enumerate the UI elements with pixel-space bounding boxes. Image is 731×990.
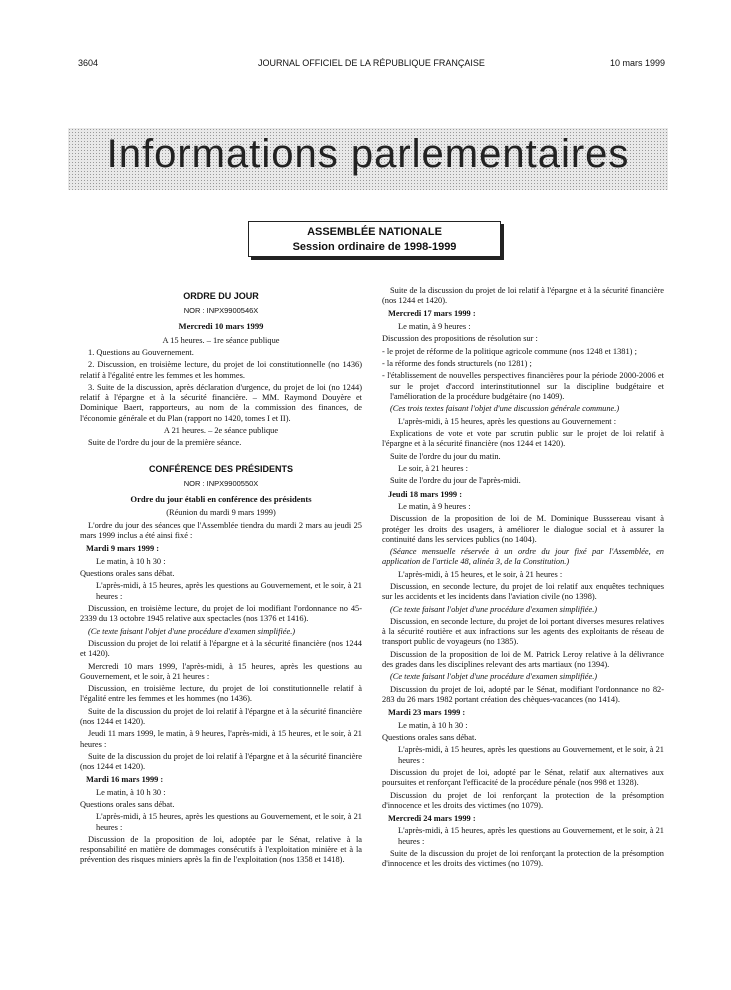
ordre-suite: Suite de l'ordre du jour de la première séance. <box>88 438 242 448</box>
section-banner <box>68 128 668 190</box>
page-number: 3604 <box>78 58 99 68</box>
item-1: 1. Questions au Gouvernement. <box>88 348 194 357</box>
page-header <box>78 58 665 72</box>
day-heading: Mardi 23 mars 1999 : <box>388 708 466 718</box>
agenda-item: Discussion du projet de loi renforçant la protection de la présomption d'innocence et les droits des victimes (no 1079). <box>382 790 664 810</box>
agenda-note: (Ce texte faisant l'objet d'une procédure d'examen simplifiée.) <box>88 626 296 636</box>
agenda-item: Questions orales sans débat. <box>80 568 175 578</box>
issue-date: 10 mars 1999 <box>609 58 665 68</box>
item-3: 3. Suite de la discussion, après déclaration d'urgence, du projet de loi (no 1244) relatif à l'épargne et à la sécurité financière. – MM. Raymond Douyère et Dominique Baert, rapporteurs, au nom de la commission des finances, de l'économie générale et du Plan (rapport no 1420, tomes I et II). <box>80 382 362 423</box>
conf-title: CONFÉRENCE DES PRÉSIDENTS <box>148 463 294 474</box>
time-slot: L'après-midi, à 15 heures, après les questions au Gouvernement : <box>398 416 617 426</box>
ordre-ref: NOR : INPX9900546X <box>183 306 259 316</box>
agenda-item: Discussion du projet de loi, adopté par le Sénat, modifiant l'ordonnance no 82-283 du 26 mars 1982 portant création des chèques-vacances (no 1414). <box>382 684 664 705</box>
day-heading: Mardi 9 mars 1999 : <box>86 544 160 554</box>
agenda-item: Jeudi 11 mars 1999, le matin, à 9 heures, l'après-midi, à 15 heures, et le soir, à 21 heures : <box>80 729 362 749</box>
time-slot: Le matin, à 10 h 30 : <box>96 556 166 566</box>
agenda-item: Suite de la discussion du projet de loi relatif à l'épargne et à la sécurité financière (nos 1244 et 1420). <box>382 286 664 306</box>
agenda-item: Suite de l'ordre du jour de l'après-midi. <box>390 476 521 486</box>
item-2: 2. Discussion, en troisième lecture, du projet de loi constitutionnelle (no 1436) relatif à l'égalité entre les femmes et les hommes. <box>80 360 362 380</box>
time-slot: L'après-midi, à 15 heures, après les questions au Gouvernement, et le soir, à 21 heures : <box>96 581 362 601</box>
assembly-name: ASSEMBLÉE NATIONALE <box>307 226 442 238</box>
banner-title: Informations parlementaires <box>106 132 630 176</box>
day-heading: Jeudi 18 mars 1999 : <box>388 489 462 499</box>
day-heading: Mercredi 24 mars 1999 : <box>388 814 476 824</box>
time-slot: L'après-midi, à 15 heures, et le soir, à 21 heures : <box>398 569 563 579</box>
time-slot: L'après-midi, à 15 heures, après les questions au Gouvernement, et le soir, à 21 heures : <box>398 826 664 846</box>
agenda-note: (Ce texte faisant l'objet d'une procédure d'examen simplifiée.) <box>390 604 598 614</box>
conf-reunion: (Réunion du mardi 9 mars 1999) <box>166 508 276 518</box>
time-slot: Le soir, à 21 heures : <box>398 463 468 473</box>
time-slot: Le matin, à 10 h 30 : <box>398 720 468 730</box>
time-slot: L'après-midi, à 15 heures, après les questions au Gouvernement, et le soir, à 21 heures : <box>96 812 362 832</box>
agenda-item: Discussion, en troisième lecture, du projet de loi constitutionnelle relatif à l'égalité entre les femmes et les hommes (no 1436). <box>80 684 362 704</box>
conf-ref: NOR : INPX9900550X <box>183 478 259 488</box>
agenda-item: Discussion, en troisième lecture, du projet de loi modifiant l'ordonnance no 45-2339 du 13 octobre 1945 relative aux spectacles (nos 1376 et 1416). <box>80 603 362 624</box>
agenda-item: Questions orales sans débat. <box>80 800 175 810</box>
list-item: - le projet de réforme de la politique agricole commune (nos 1248 et 1381) ; <box>382 346 637 356</box>
conf-subtitle: Ordre du jour établi en conférence des présidents <box>130 494 312 505</box>
agenda-item: Discussion des propositions de résolution sur : <box>382 334 538 344</box>
right-column <box>382 286 664 872</box>
agenda-item: Discussion de la proposition de loi, adoptée par le Sénat, relative à la responsabilité en matière de dommages consécutifs à l'exploitation minière et à la prévention des risques miniers après la fin de l'exploitation (nos 1358 et 1418). <box>80 835 362 865</box>
ordre-title: ORDRE DU JOUR <box>183 291 259 301</box>
session-name: Session ordinaire de 1998-1999 <box>292 241 457 253</box>
assembly-box <box>248 221 501 257</box>
journal-title: JOURNAL OFFICIEL DE LA RÉPUBLIQUE FRANÇAISE <box>258 58 485 68</box>
agenda-item: Suite de l'ordre du jour du matin. <box>390 451 501 461</box>
ordre-day: Mercredi 10 mars 1999 <box>178 321 264 332</box>
agenda-item: Discussion, en seconde lecture, du projet de loi relatif aux enquêtes techniques sur les accidents et les incidents dans l'aviation civile (no 1398). <box>382 582 664 602</box>
time-slot: L'après-midi, à 15 heures, après les questions au Gouvernement, et le soir, à 21 heures : <box>398 745 664 765</box>
agenda-item: Discussion de la proposition de loi de M. Patrick Leroy relative à la délivrance des grades dans les disciplines relevant des arts martiaux (no 1394). <box>382 649 664 670</box>
agenda-item: Discussion de la proposition de loi de M. Dominique Busssereau visant à protéger les droits des usagers, à améliorer le dialogue social et à assurer la continuité dans les services publics (no 1404). <box>382 514 664 544</box>
time-slot: Le matin, à 9 heures : <box>398 501 471 511</box>
day-heading: Mardi 16 mars 1999 : <box>86 775 164 785</box>
list-item: - l'établissement de nouvelles perspectives financières pour la période 2000-2006 et sur le projet d'accord interinstitutionnel sur la discipline budgétaire et l'amélioration de la procédure budgétaire (no 1409). <box>382 371 664 401</box>
left-column <box>80 286 362 868</box>
agenda-item: Discussion du projet de loi, adopté par le Sénat, relatif aux alternatives aux poursuites et renforçant l'efficacité de la procédure pénale (nos 998 et 1328). <box>382 768 664 788</box>
agenda-item: Explications de vote et vote par scrutin public sur le projet de loi relatif à l'épargne et à la sécurité financière (nos 1244 et 1420). <box>382 428 664 449</box>
agenda-item: Suite de la discussion du projet de loi relatif à l'épargne et à la sécurité financière (nos 1244 et 1420). <box>80 751 362 772</box>
agenda-note: (Séance mensuelle réservée à un ordre du jour fixé par l'Assemblée, en application de l'article 48, alinéa 3, de la Constitution.) <box>382 547 664 567</box>
agenda-item: Suite de la discussion du projet de loi renforçant la protection de la présomption d'innocence et les droits des victimes (no 1079). <box>382 849 664 869</box>
agenda-item: Discussion, en seconde lecture, du projet de loi portant diverses mesures relatives à la sécurité routière et aux infractions sur les agents des exploitants de réseau de transport public de voyageurs (no 1385). <box>382 617 664 647</box>
list-item: - la réforme des fonds structurels (no 1281) ; <box>382 358 532 368</box>
time-slot: Le matin, à 9 heures : <box>398 321 471 331</box>
time-slot: Le matin, à 10 h 30 : <box>96 787 166 797</box>
agenda-item: Discussion du projet de loi relatif à l'épargne et à la sécurité financière (nos 1244 et 1420). <box>80 638 362 659</box>
agenda-item: Mercredi 10 mars 1999, l'après-midi, à 15 heures, après les questions au Gouvernement, et le soir, à 21 heures : <box>80 661 362 681</box>
agenda-note: (Ce texte faisant l'objet d'une procédure d'examen simplifiée.) <box>390 672 598 682</box>
ordre-session2: A 21 heures. – 2e séance publique <box>163 425 279 435</box>
agenda-note: (Ces trois textes faisant l'objet d'une discussion générale commune.) <box>390 404 620 414</box>
agenda-item: Suite de la discussion du projet de loi relatif à l'épargne et à la sécurité financière (nos 1244 et 1420). <box>80 706 362 726</box>
day-heading: Mercredi 17 mars 1999 : <box>388 309 476 319</box>
ordre-session1: A 15 heures. – 1re séance publique <box>162 335 280 345</box>
agenda-item: Questions orales sans débat. <box>382 733 477 743</box>
conf-intro: L'ordre du jour des séances que l'Assemblée tiendra du mardi 2 mars au jeudi 25 mars 1999 inclus a été ainsi fixé : <box>80 520 362 540</box>
